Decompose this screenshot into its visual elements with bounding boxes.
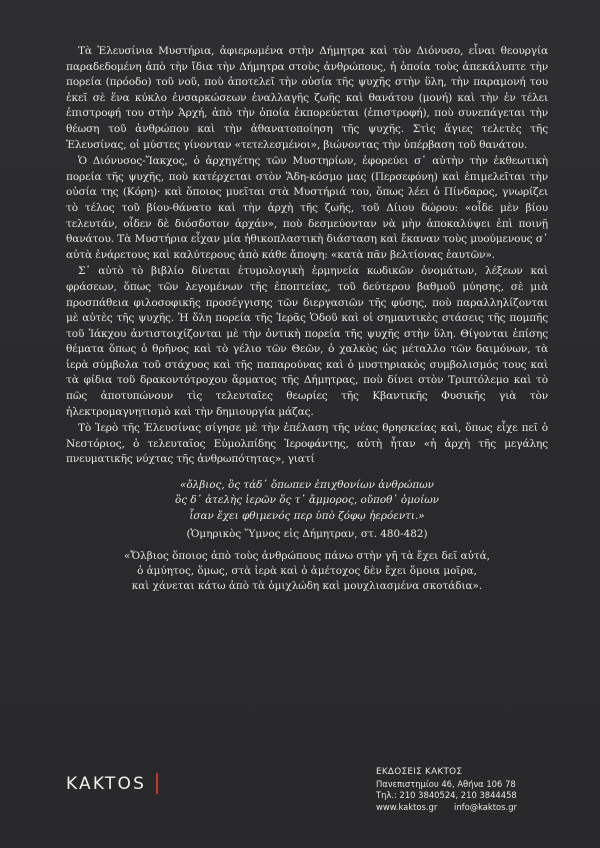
blurb-text [66,44,548,595]
hymn-quote [66,478,548,543]
translation-line-1: «Ὄλβιος ὅποιος ἀπὸ τοὺς ἀνθρώπους πάνω στὴν γῆ τὰ ἔχει δεῖ αὐτά, [124,549,490,562]
publisher-logo [66,773,158,794]
blurb-paragraph-4: Τὸ Ἱερὸ τῆς Ἐλευσίνας σίγησε μὲ τὴν ἐπέλαση τῆς νέας θρησκείας καὶ, ὅπως εἶχε πεῖ ὁ Νεστόριος, ὁ τελευταῖος Εὐμολπίδης Ἱεροφάντης, αὐτὴ ἦταν «ἡ ἀρχὴ τῆς μεγάλης πνευματικῆς νύχτας τῆς ἀνθρωπότητας», γιατί [66,422,548,466]
hymn-translation [66,549,548,595]
hymn-line-2: ὃς δ᾽ ἀτελὴς ἱερῶν ὅς τ᾽ ἄμμορος, οὔποθ᾽ ὁμοίων [175,494,439,507]
translation-line-2: ὁ ἀμύητος, ὅμως, στὰ ἱερὰ καὶ ὁ ἀμέτοχος δὲν ἔχει ὅμοια μοῖρα, [137,565,477,578]
logo-wordmark: KAKTOS [66,773,147,794]
translation-line-3: καὶ χάνεται κάτω ἀπὸ τὰ ὁμιχλώδη καὶ μουχλιασμένα σκοτάδια». [131,580,483,593]
publisher-name: ΕΚΔΟΣΕΙΣ ΚΑΚΤΟΣ [376,767,463,777]
blurb-paragraph-1: Τὰ Ἐλευσίνια Μυστήρια, ἀφιερωμένα στὴν Δήμητρα καὶ τὸν Διόνυσο, εἶναι θεουργία παραδεδομένη ἀπὸ τὴν ἴδια τὴν Δήμητρα στοὺς ἀνθρώπους, ἡ ὁποία τοὺς ἀπεκάλυπτε τὴν πορεία (πρόοδο) τοῦ νοῦ, ποὺ ἀποτελεῖ τὴν οὐσία τῆς ψυχῆς στὴν ὕλη, τὴν παραμονή του ἐκεῖ σὲ ἕνα κύκλο ἐνσαρκώσεων ἐναλλαγῆς ζωῆς καὶ θανάτου (μονή) καὶ τὴν ἐν τέλει ἐπιστροφή του στὴν Ἀρχή, ἀπὸ τὴν ὁποία ἐκπορεύεται (ἐπιστροφή), ποὺ συνεπάγεται τὴν θέωση τοῦ ἀνθρώπου καὶ τὴν ἀθανατοποίηση τῆς ψυχῆς. Στὶς ἅγιες τελετὲς τῆς Ἐλευσίνας, οἱ μύστες γίνονταν «τετελεσμένοι», βιώνοντας τὴν ὑπέρβαση τοῦ θανάτου. [66,45,548,151]
publisher-phone: Τηλ.: 210 3840524, 210 3844458 [376,790,517,801]
publisher-website: www.kaktos.gr [376,801,438,812]
publisher-email: info@kaktos.gr [454,801,517,812]
hymn-line-3: ἶσαν ἔχει φθιμενός περ ὑπὸ ζόφῳ ἠερόεντι.» [189,509,425,522]
blurb-paragraph-3: Σ᾽ αὐτὸ τὸ βιβλίο δίνεται ἐτυμολογικὴ ἑρμηνεία κωδικῶν ὀνομάτων, λέξεων καὶ φράσεων, ὅπως τῶν λεγομένων τῆς ἐποπτείας, τοῦ δεύτερου βαθμοῦ μύησης, σὲ μιὰ προσπάθεια φιλοσοφικῆς προσέγγισης τῶν διεργασιῶν τῆς φύσης, ποὺ παραλληλίζονται μὲ αὐτὲς τῆς ψυχῆς. Ἡ ὅλη πορεία τῆς Ἱερᾶς Ὁδοῦ καὶ οἱ σημαντικὲς στάσεις τῆς πομπῆς τοῦ Ἰάκχου ἀντιστοιχίζονται μὲ τὴν ὀντικὴ πορεία τῆς ψυχῆς στὴν ὕλη. Θίγονται ἐπίσης θέματα ὅπως ὁ θρῆνος καὶ τὸ γέλιο τῶν Θεῶν, ὁ χαλκὸς ὡς μέταλλο τῶν δαιμόνων, τὰ ἱερὰ σύμβολα τοῦ στάχυος καὶ τῆς παπαρούνας καὶ ὁ μυστηριακὸς συμβολισμός τους καὶ τὰ φίδια τοῦ δρακοντότροχου ἅρματος τῆς Δήμητρας, ποὺ δίνει στὸν Τριπτόλεμο καὶ τὸ πῶς ἀποτυπώνουν τὶς τελευταῖες θεωρίες τῆς Κβαντικῆς Φυσικῆς γιὰ τὸν ἠλεκτρομαγνητισμὸ καὶ τὴν δημιουργία μάζας. [66,265,548,418]
logo-accent-bar [156,773,158,794]
hymn-line-1: «ὄλβιος, ὃς τάδ᾽ ὄπωπεν ἐπιχθονίων ἀνθρώπων [180,479,434,492]
publisher-info [376,767,586,813]
publisher-address: Πανεπιστημίου 46, Αθήνα 106 78 [376,778,516,789]
blurb-paragraph-2: Ὁ Διόνυσος-Ἴακχος, ὁ ἀρχηγέτης τῶν Μυστηρίων, ἐφορεύει σ᾽ αὐτὴν τὴν ἐκθεωτικὴ πορεία τῆς ψυχῆς, ποὺ κατέρχεται στὸν Ἅδη-κόσμο μας (Περσεφόνη) καὶ ἐπιμελεῖται τὴν οὐσία της (Κόρη)· καὶ ὅποιος μυεῖται στὰ Μυστήριά του, ὅπως λέει ὁ Πίνδαρος, γνωρίζει τὸ τέλος τοῦ βίου-θάνατο καὶ τὴν ἀρχὴ τῆς ζωῆς, τοῦ Δίιου δώρου: «οἶδε μὲν βίου τελευτάν, οἶδεν δὲ διόσδοτον ἀρχάν», ποὺ δεσμεύονταν νὰ μὴν ἀποκαλύψει ἐπὶ ποινῇ θανάτου. Τὰ Μυστήρια εἶχαν μία ἠθικοπλαστικὴ διάσταση καὶ ἔκαναν τοὺς μυούμενους σ᾽ αὐτὰ ἐνάρετους καὶ καλύτερους ἀπὸ κάθε ἄποψη: «κατὰ πᾶν βελτίονας ἑαυτῶν». [66,155,548,261]
publisher-contact [376,802,586,814]
hymn-citation: (Ὁμηρικὸς Ὕμνος εἰς Δήμητραν, στ. 480-482) [186,528,428,541]
